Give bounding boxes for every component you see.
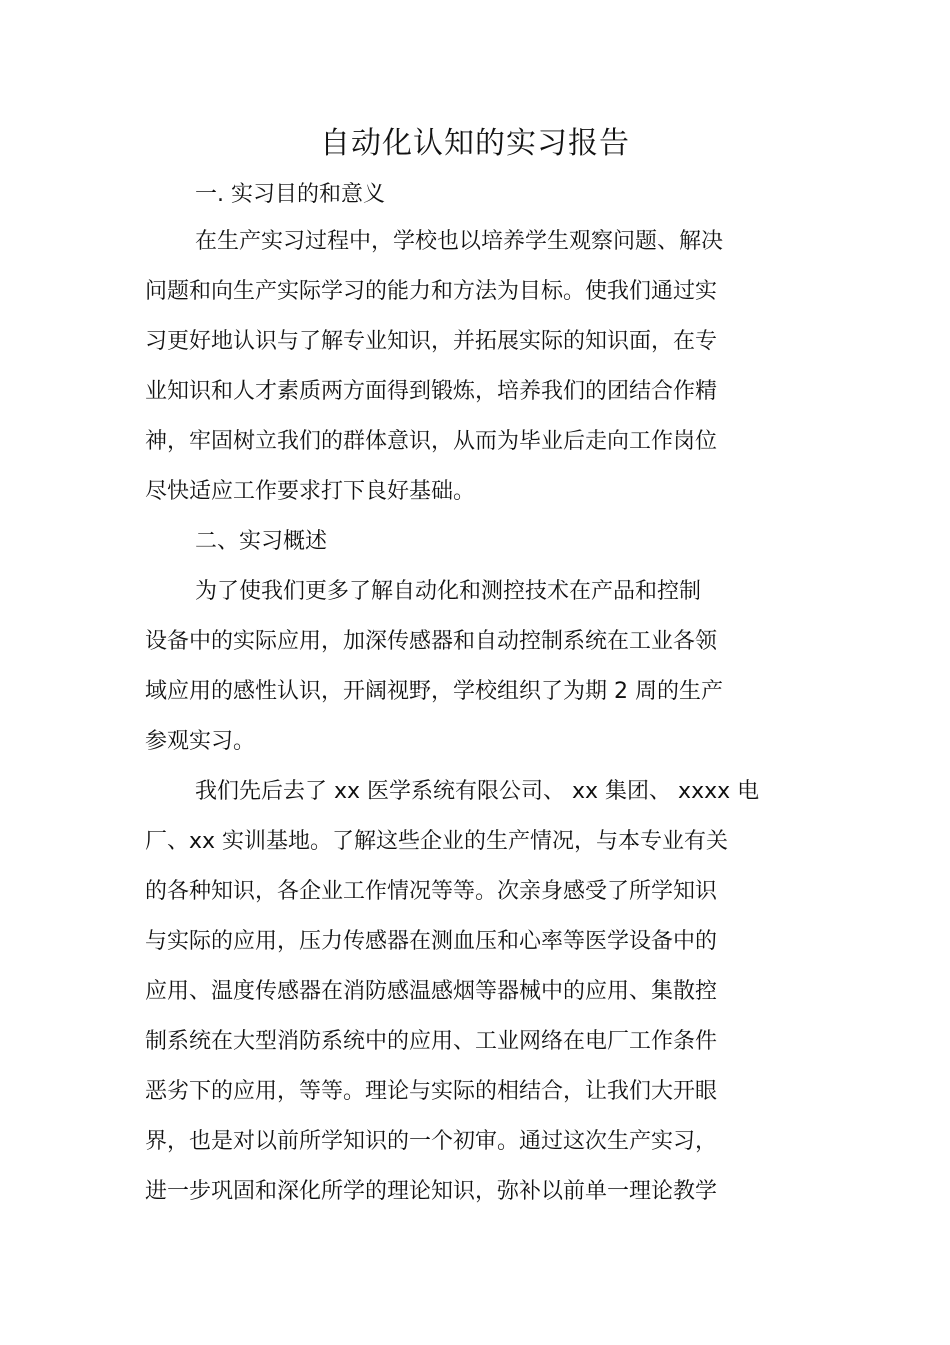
paragraph-line: 在生产实习过程中，学校也以培养学生观察问题、解决: [195, 229, 724, 254]
paragraph-line: 为了使我们更多了解自动化和测控技术在产品和控制: [195, 579, 702, 604]
paragraph-line: 尽快适应工作要求打下良好基础。: [145, 479, 476, 504]
section-heading-overview: 二、实习概述: [195, 529, 328, 554]
paragraph-line: 我们先后去了 xx 医学系统有限公司、 xx 集团、 xxxx 电: [195, 779, 760, 804]
paragraph-line: 制系统在大型消防系统中的应用、工业网络在电厂工作条件: [145, 1029, 718, 1054]
paragraph-line: 参观实习。: [145, 729, 256, 754]
paragraph-line: 业知识和人才素质两方面得到锻炼，培养我们的团结合作精: [145, 379, 718, 404]
paragraph-line: 的各种知识，各企业工作情况等等。次亲身感受了所学知识: [145, 879, 718, 904]
paragraph-line: 应用、温度传感器在消防感温感烟等器械中的应用、集散控: [145, 979, 718, 1004]
paragraph-line: 恶劣下的应用，等等。理论与实际的相结合，让我们大开眼: [145, 1079, 718, 1104]
paragraph-line: 设备中的实际应用，加深传感器和自动控制系统在工业各领: [145, 629, 718, 654]
paragraph-line: 习更好地认识与了解专业知识，并拓展实际的知识面，在专: [145, 329, 718, 354]
section-heading-purpose: 一. 实习目的和意义: [195, 182, 385, 207]
paragraph-line: 界，也是对以前所学知识的一个初审。通过这次生产实习，: [145, 1129, 718, 1154]
paragraph-line: 厂、xx 实训基地。了解这些企业的生产情况，与本专业有关: [145, 829, 729, 854]
paragraph-line: 神，牢固树立我们的群体意识，从而为毕业后走向工作岗位: [145, 429, 718, 454]
document-title: 自动化认知的实习报告: [320, 126, 630, 161]
paragraph-line: 进一步巩固和深化所学的理论知识，弥补以前单一理论教学: [145, 1179, 718, 1204]
paragraph-line: 问题和向生产实际学习的能力和方法为目标。使我们通过实: [145, 279, 718, 304]
paragraph-line: 与实际的应用，压力传感器在测血压和心率等医学设备中的: [145, 929, 718, 954]
paragraph-line: 域应用的感性认识，开阔视野，学校组织了为期 2 周的生产: [145, 679, 723, 704]
